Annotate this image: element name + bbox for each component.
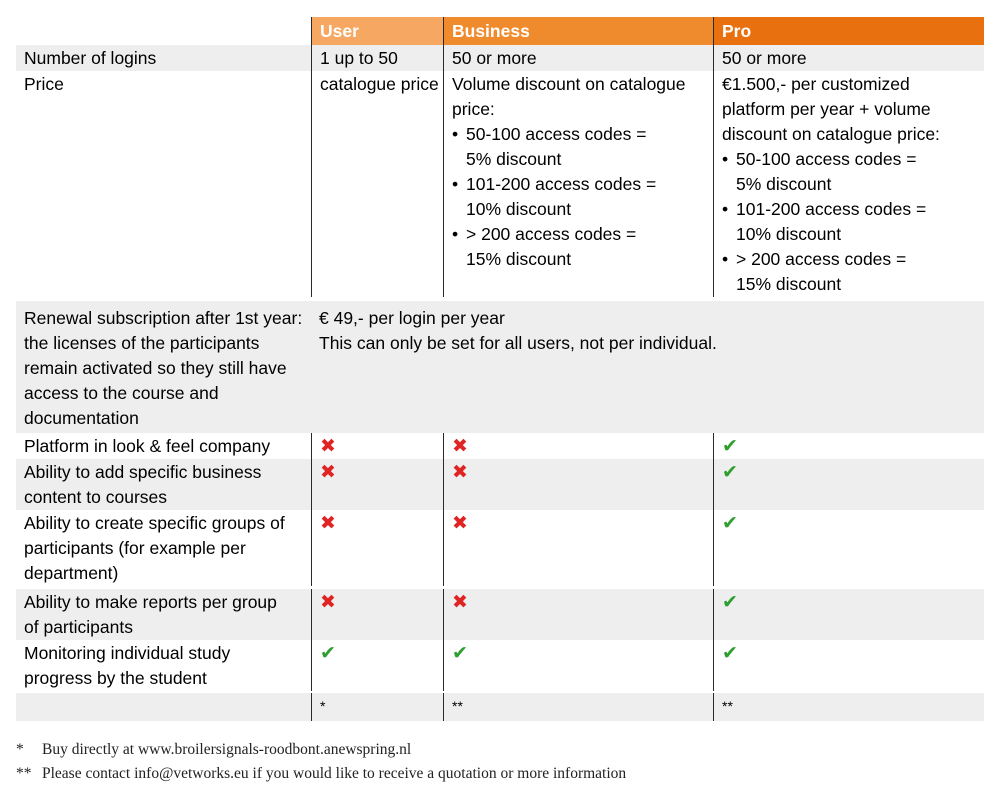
check-icon: ✔ <box>443 640 713 691</box>
check-icon: ✔ <box>311 640 443 691</box>
header-pro: Pro <box>713 17 984 45</box>
row-label: Ability to add specific business content to courses <box>24 462 262 507</box>
cell-business: 50 or more <box>443 45 713 71</box>
cross-icon: ✖ <box>443 433 713 459</box>
cell-user: 1 up to 50 <box>311 45 443 71</box>
row-label: Price <box>24 74 64 94</box>
list-item: • 101-200 access codes = 10% discount <box>452 172 662 222</box>
check-icon: ✔ <box>713 589 984 640</box>
row-price <box>16 71 984 301</box>
business-discount-list <box>452 122 662 272</box>
list-item: • > 200 access codes = 15% discount <box>452 222 662 272</box>
list-item: • > 200 access codes = 15% discount <box>722 247 937 297</box>
row-label: Platform in look & feel company <box>24 436 271 456</box>
renewal-note: This can only be set for all users, not per individual. <box>319 333 717 353</box>
row-label <box>16 693 311 721</box>
pro-discount-list <box>722 147 937 297</box>
row-feature-monitoring <box>16 640 984 693</box>
header-business: Business <box>443 17 713 45</box>
cell-pro: 50 or more <box>713 45 984 71</box>
pricing-table <box>16 17 984 721</box>
check-icon: ✔ <box>713 640 984 691</box>
cross-icon: ✖ <box>311 433 443 459</box>
check-icon: ✔ <box>713 510 984 586</box>
footnote-symbol: * <box>16 741 24 758</box>
cross-icon: ✖ <box>443 510 713 586</box>
cell-pro <box>713 71 984 297</box>
renewal-price: € 49,- per login per year <box>319 308 505 328</box>
cell-pro-note: ** <box>713 693 984 721</box>
pro-price-intro: €1.500,- per customized platform per year + volume discount on catalogue price: <box>722 74 940 144</box>
row-feature-business-content <box>16 459 984 510</box>
footnote-text: Buy directly at www.broilersignals-roodbont.anewspring.nl <box>42 741 412 758</box>
cross-icon: ✖ <box>311 510 443 586</box>
cell-renewal-all-plans <box>311 301 984 433</box>
cross-icon: ✖ <box>311 459 443 510</box>
row-notes <box>16 693 984 721</box>
row-feature-look-feel <box>16 433 984 459</box>
cross-icon: ✖ <box>443 589 713 640</box>
list-item: • 50-100 access codes = 5% discount <box>452 122 662 172</box>
cross-icon: ✖ <box>443 459 713 510</box>
list-item: • 101-200 access codes = 10% discount <box>722 197 937 247</box>
row-label: Monitoring individual study progress by the student <box>24 643 231 688</box>
cell-user-note: * <box>311 693 443 721</box>
row-label: Number of logins <box>24 48 157 68</box>
row-feature-reports <box>16 589 984 640</box>
row-label: Ability to make reports per group of participants <box>24 592 277 637</box>
cell-business-note: ** <box>443 693 713 721</box>
header-row <box>16 17 984 45</box>
row-label: Renewal subscription after 1st year: the licenses of the participants remain activated so they still have access to the course and documentation <box>24 308 303 428</box>
cell-business <box>443 71 713 297</box>
row-number-of-logins <box>16 45 984 71</box>
footnotes <box>16 738 984 786</box>
check-icon: ✔ <box>713 459 984 510</box>
header-empty <box>16 17 311 45</box>
cross-icon: ✖ <box>311 589 443 640</box>
row-renewal <box>16 301 984 433</box>
footnote-symbol: ** <box>16 765 32 782</box>
footnote <box>16 738 984 762</box>
list-item: • 50-100 access codes = 5% discount <box>722 147 937 197</box>
footnote-text: Please contact info@vetworks.eu if you would like to receive a quotation or more information <box>42 765 627 782</box>
footnote <box>16 762 984 786</box>
business-price-intro: Volume discount on catalogue price: <box>452 74 686 119</box>
row-feature-groups <box>16 510 984 589</box>
row-label: Ability to create specific groups of participants (for example per department) <box>24 513 285 583</box>
cell-user: catalogue price <box>311 71 443 297</box>
header-user: User <box>311 17 443 45</box>
check-icon: ✔ <box>713 433 984 459</box>
